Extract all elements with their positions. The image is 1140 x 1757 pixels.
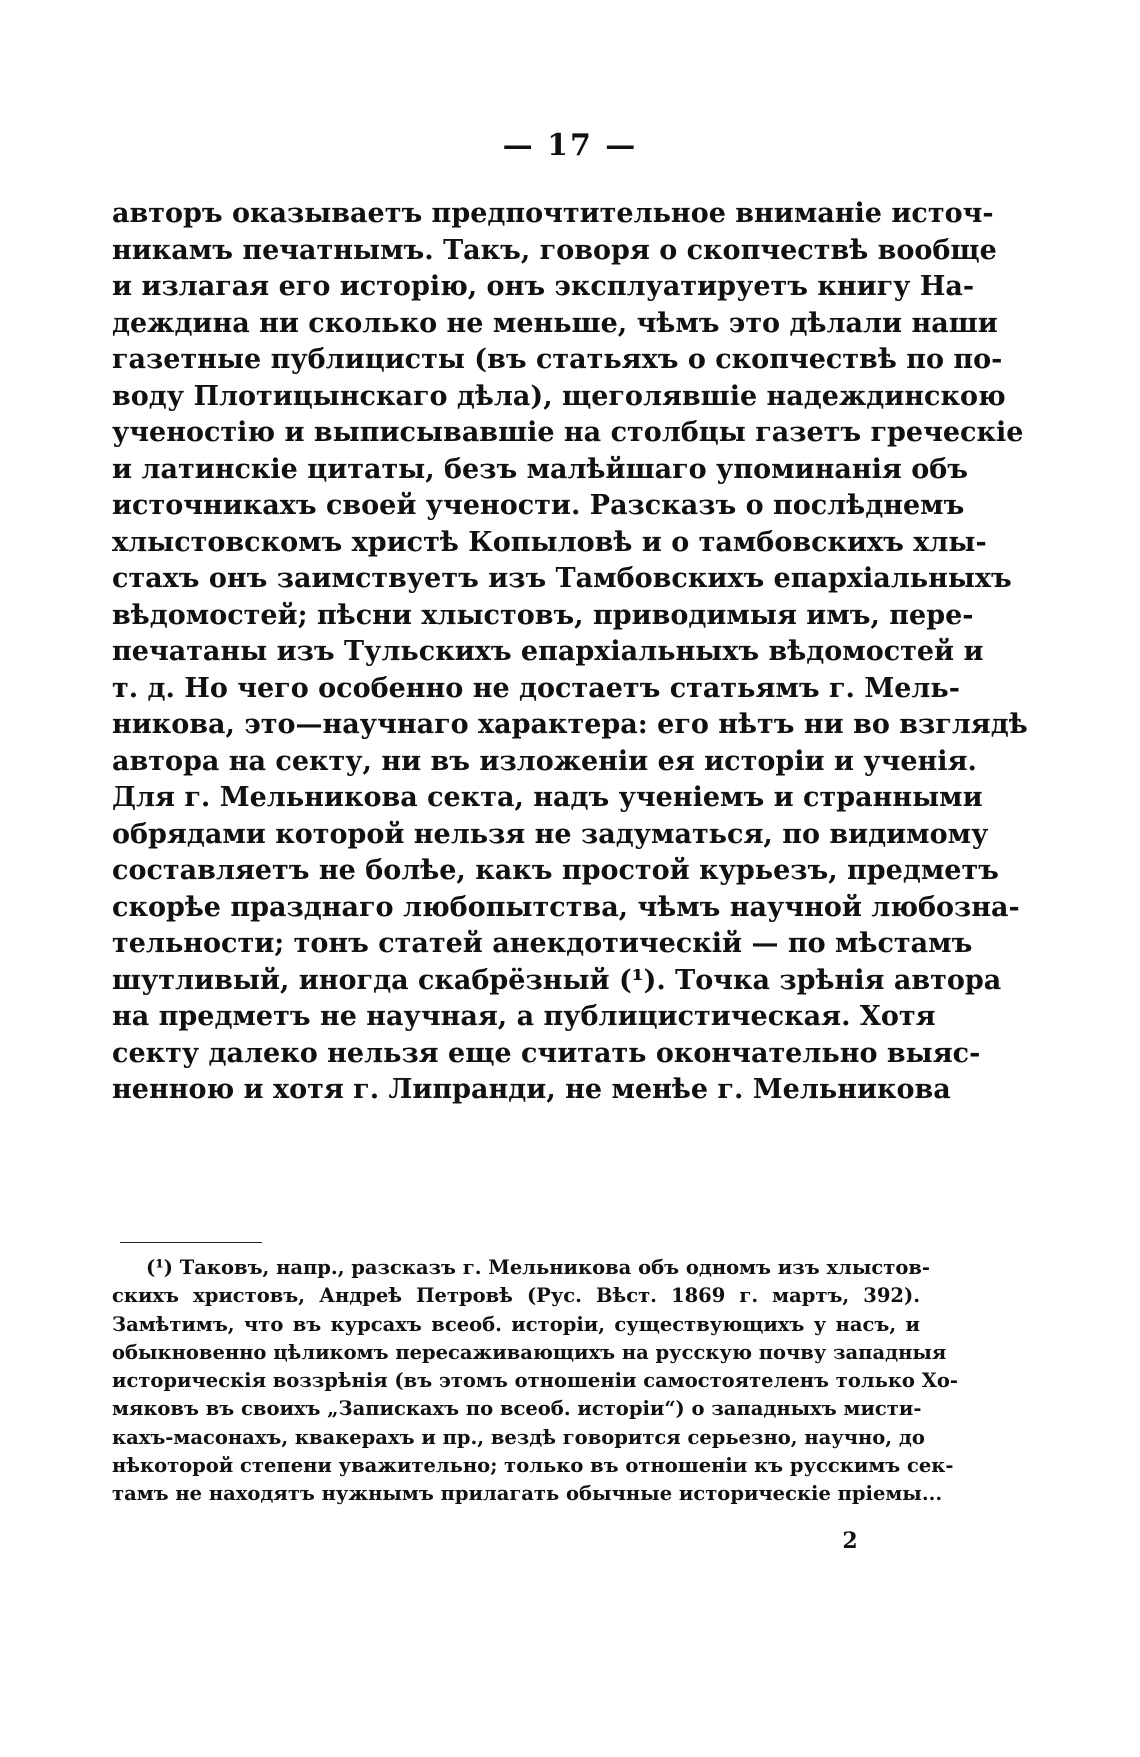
footnote-line: обыкновенно цѣликомъ пересаживающихъ на русскую почву западныя	[112, 1340, 947, 1364]
signature-mark: 2	[842, 1528, 858, 1554]
text-line: обрядами которой нельзя не задуматься, по видимому	[112, 818, 989, 850]
text-line: т. д. Но чего особенно не достаетъ статьямъ г. Мель-	[112, 672, 960, 704]
text-line: и латинскіе цитаты, безъ малѣйшаго упоминанія объ	[112, 453, 968, 485]
text-line: составляетъ не болѣе, какъ простой курьезъ, предметъ	[112, 855, 999, 886]
text-line: воду Плотицынскаго дѣла), щеголявшіе надеждинскою	[112, 380, 1006, 412]
text-line: ученостію и выписывавшіе на столбцы газетъ греческіе	[112, 417, 1024, 448]
text-line: Для г. Мельникова секта, надъ ученіемъ и странными	[112, 782, 983, 813]
footnote-line: тамъ не находятъ нужнымъ прилагать обычные историческіе пріемы...	[112, 1482, 943, 1506]
text-line: никамъ печатнымъ. Такъ, говоря о скопчествѣ вообще	[112, 234, 997, 266]
text-line: автора на секту, ни въ изложеніи ея исторіи и ученія.	[112, 745, 977, 777]
footnote-line: Замѣтимъ, что въ курсахъ всеоб. исторіи, существующихъ у насъ, и	[112, 1312, 920, 1336]
text-line: источникахъ своей учености. Разсказъ о послѣднемъ	[112, 490, 965, 521]
text-line: печатаны изъ Тульскихъ епархіальныхъ вѣдомостей и	[112, 636, 984, 667]
text-line: никова, это—научнаго характера: его нѣтъ ни во взглядѣ	[112, 709, 1028, 740]
footnote-divider	[120, 1242, 262, 1243]
text-line: вѣдомостей; пѣсни хлыстовъ, приводимыя имъ, пере-	[112, 599, 974, 631]
footnote	[112, 1254, 958, 1509]
page-number: — 17 —	[502, 128, 638, 163]
footnote-line: нѣкоторой степени уважительно; только въ отношеніи къ русскимъ сек-	[112, 1454, 954, 1478]
text-line: стахъ онъ заимствуетъ изъ Тамбовскихъ епархіальныхъ	[112, 563, 1012, 594]
text-line: деждина ни сколько не меньше, чѣмъ это дѣлали наши	[112, 307, 998, 339]
footnote-line: (¹) Таковъ, напр., разсказъ г. Мельникова объ одномъ изъ хлыстов-	[146, 1256, 930, 1279]
main-text	[112, 196, 1028, 1109]
text-line: тельности; тонъ статей анекдотическій — по мѣстамъ	[112, 928, 973, 959]
text-line: секту далеко нельзя еще считать окончательно выяс-	[112, 1037, 981, 1069]
footnote-line: скихъ христовъ, Андреѣ Петровѣ (Рус. Вѣст. 1869 г. мартъ, 392).	[112, 1284, 920, 1308]
text-line: шутливый, иногда скабрёзный (¹). Точка зрѣнія автора	[112, 964, 1002, 996]
footnote-line: кахъ-масонахъ, квакерахъ и пр., вездѣ говорится серьезно, научно, до	[112, 1425, 925, 1449]
footnote-line: историческія воззрѣнія (въ этомъ отношеніи самостоятеленъ только Хо-	[112, 1369, 958, 1393]
text-line: хлыстовскомъ христѣ Копыловѣ и о тамбовскихъ хлы-	[112, 526, 987, 558]
text-line: ненною и хотя г. Липранди, не менѣе г. Мельникова	[112, 1074, 951, 1105]
text-line: авторъ оказываетъ предпочтительное вниманіе источ-	[112, 198, 994, 229]
text-line: скорѣе празднаго любопытства, чѣмъ научной любозна-	[112, 891, 1020, 923]
text-line: на предметъ не научная, а публицистическая. Хотя	[112, 1001, 936, 1032]
footnote-line: мяковъ въ своихъ „Запискахъ по всеоб. исторіи“) о западныхъ мисти-	[112, 1397, 922, 1421]
text-line: и излагая его исторію, онъ эксплуатируетъ книгу На-	[112, 271, 975, 302]
text-line: газетные публицисты (въ статьяхъ о скопчествѣ по по-	[112, 344, 1003, 375]
